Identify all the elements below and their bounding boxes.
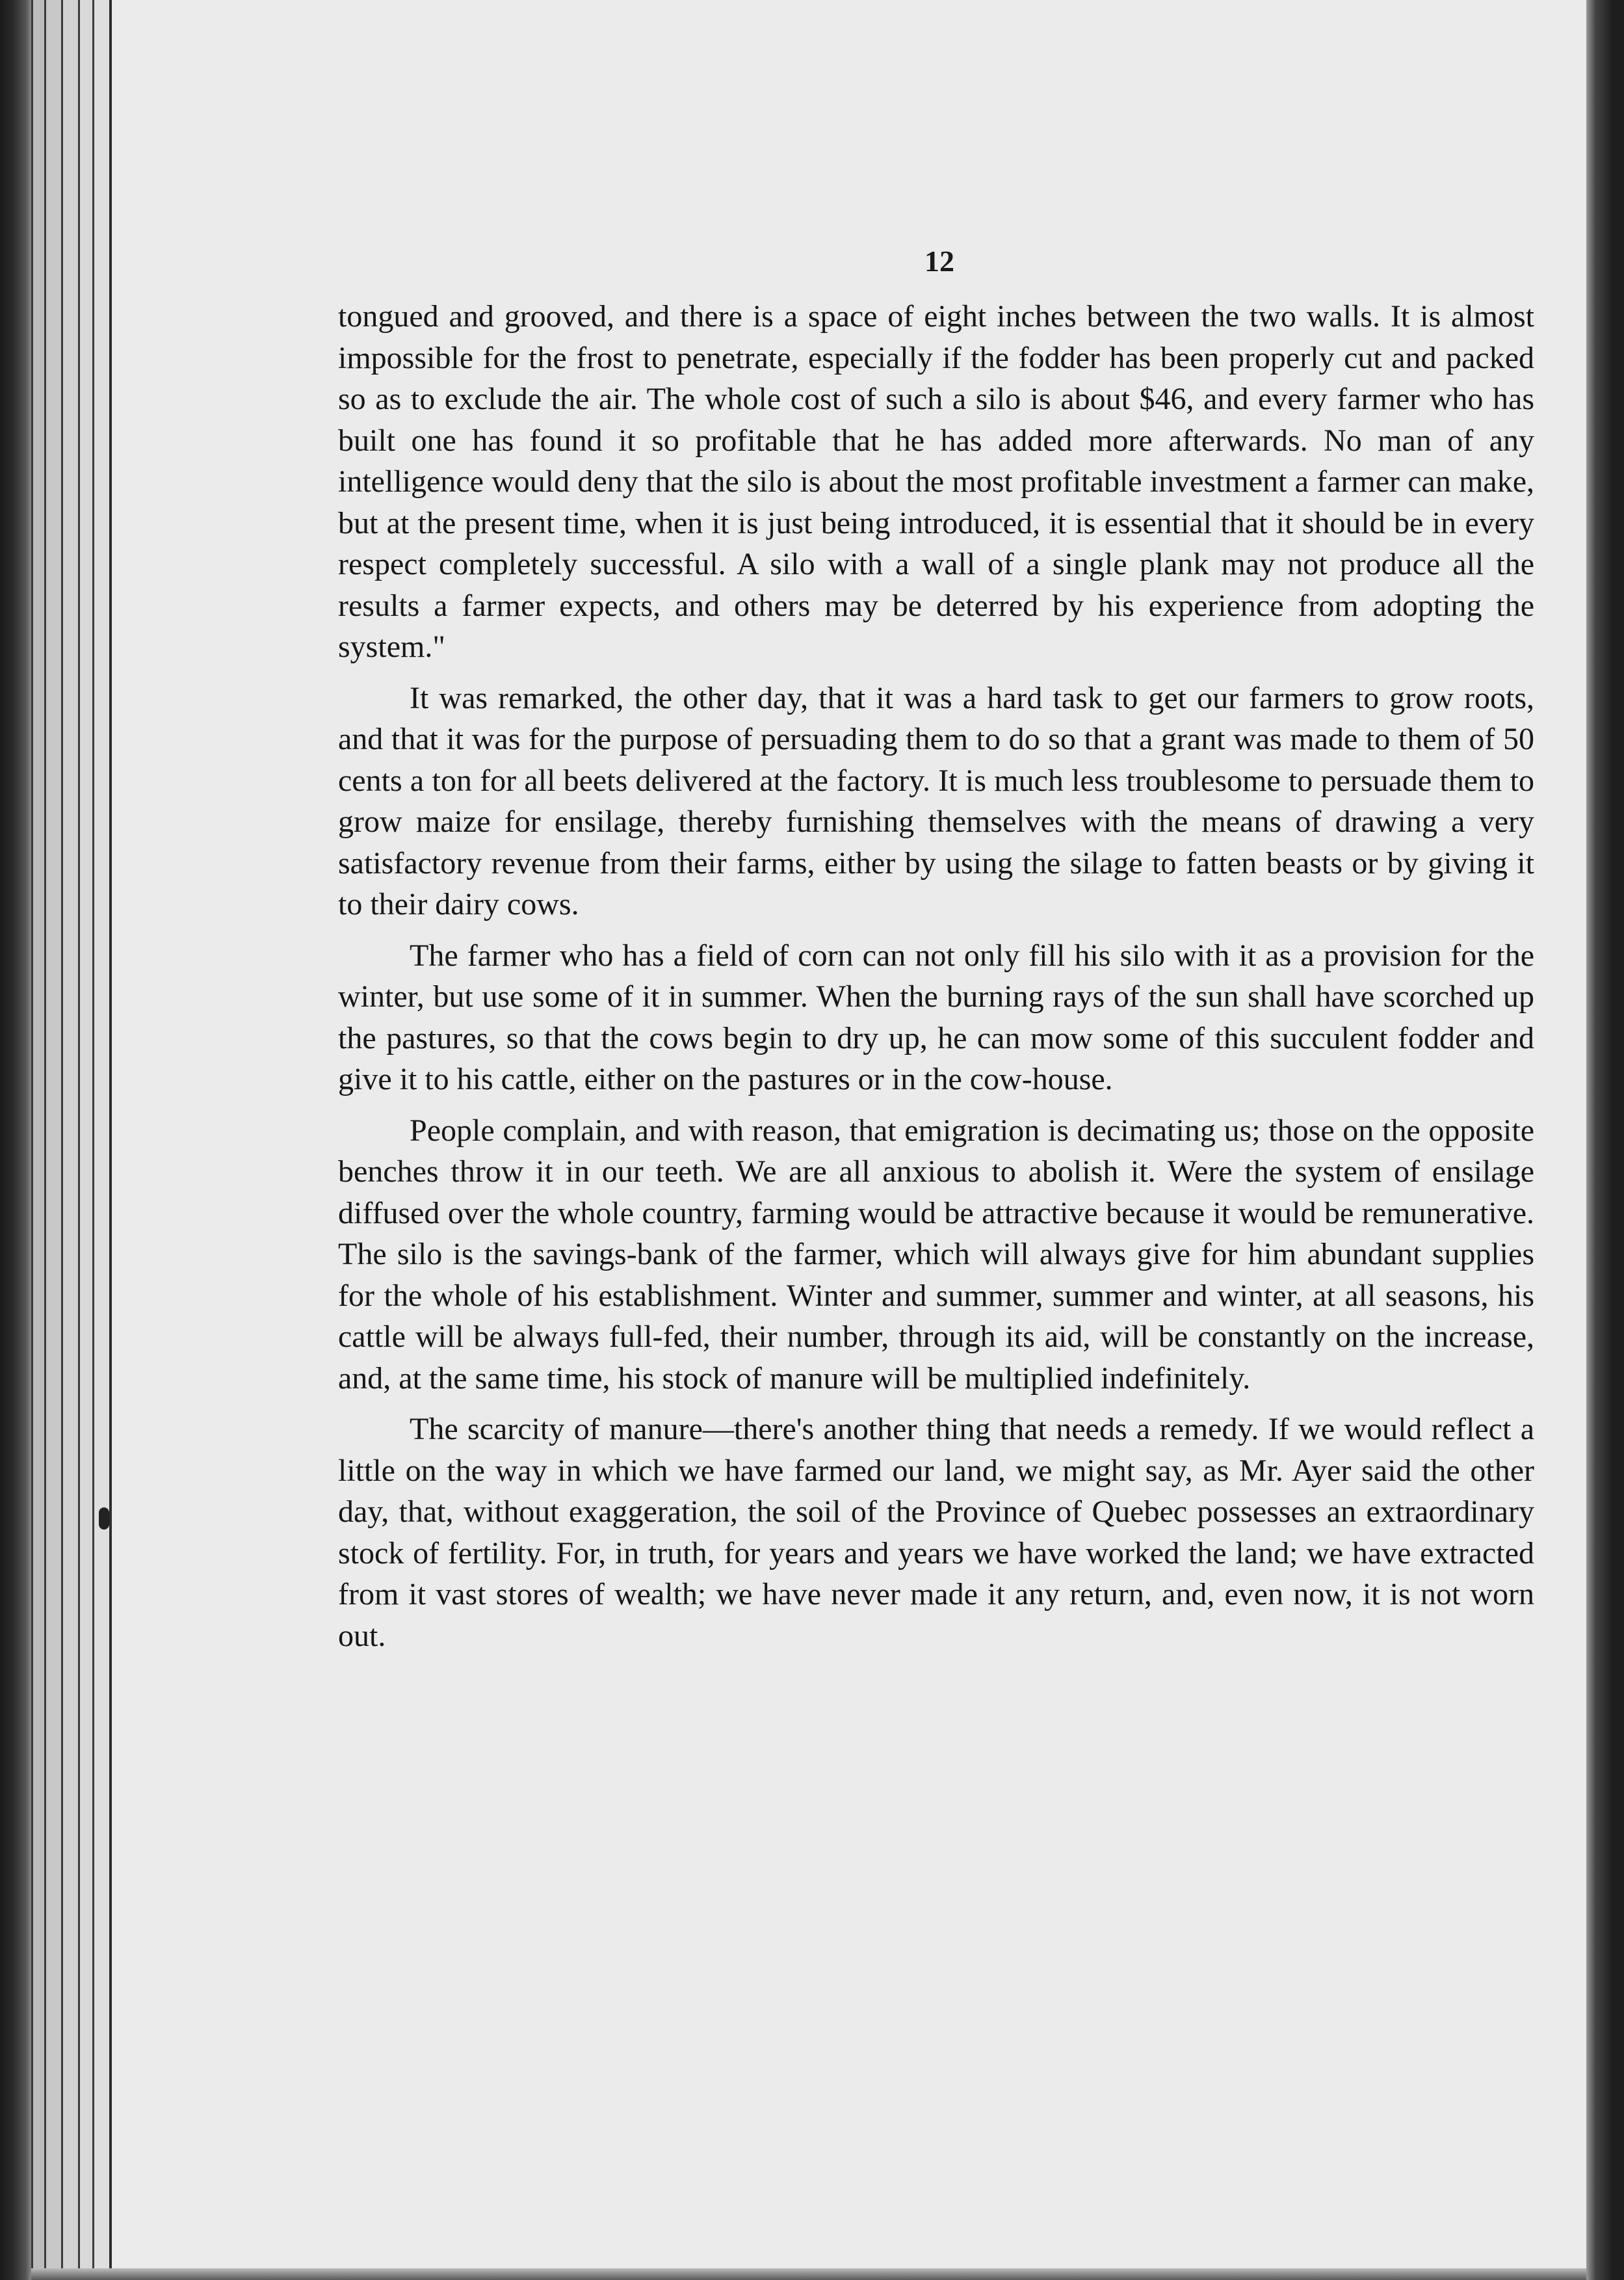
page-edge [92, 0, 111, 2280]
body-text [338, 296, 1534, 1666]
paragraph: The scarcity of manure—there's another thing that needs a remedy. If we would reflect a little on the way in which we have farmed our land, we might say, as Mr. Ayer said the other day, that, without exaggeration, the soil of the Province of Quebec possesses an extraordinary stock of fertility. For, in truth, for years and years we have worked the land; we have extracted from it vast stores of wealth; we have never made it any return, and, even now, it is not worn out. [338, 1412, 1534, 1653]
paragraph-continued: tongued and grooved, and there is a space of eight inches between the two walls. It is almost impossible for the frost to penetrate, especially if the fodder has been properly cut and packed so as to exclude the air. The whole cost of such a silo is about $46, and every farmer who has built one has found it so profitable that he has added more afterwards. No man of any intelligence would deny that the silo is about the most profitable investment a farmer can make, but at the present time, when it is just being introduced, it is essential that it should be in every respect completely successful. A silo with a wall of a single plank may not produce all the results a farmer expects, and others may be deterred by his experience from adopting the system." [338, 299, 1534, 664]
scan-border-left [0, 0, 31, 2280]
paragraph: People complain, and with reason, that emigration is decimating us; those on the opposite benches throw it in our teeth. We are all anxious to abolish it. Were the system of ensilage diffused over the whole country, farming would be attractive because it would be remunerative. The silo is the savings-bank of the farmer, which will always give for him abundant supplies for the whole of his establishment. Winter and summer, summer and winter, at all seasons, his cattle will be always full-fed, their number, through its aid, will be constantly on the increase, and, at the same time, his stock of manure will be multiplied indefinitely. [338, 1113, 1534, 1396]
page-number: 12 [924, 245, 954, 278]
paragraph: It was remarked, the other day, that it was a hard task to get our farmers to grow roots, and that it was for the purpose of persuading them to do so that a grant was made to them of 50 cents a ton for all beets delivered at the factory. It is much less troublesome to persuade them to grow maize for ensilage, thereby furnishing themselves with the means of drawing a very satisfactory revenue from their farms, either by using the silage to fatten beasts or by giving it to their dairy cows. [338, 680, 1534, 921]
page-edge [61, 0, 80, 2280]
paragraph: The farmer who has a field of corn can not only fill his silo with it as a provision for the winter, but use some of it in summer. When the burning rays of the sun shall have scorched up the pastures, so that the cows begin to dry up, he can mow some of this succulent fodder and give it to his cattle, either on the pastures or in the cow-house. [338, 938, 1534, 1096]
binding-mark [99, 1507, 109, 1530]
scan-border-bottom [31, 2268, 1586, 2280]
scan-border-right [1586, 0, 1624, 2280]
page-edge [44, 0, 63, 2280]
